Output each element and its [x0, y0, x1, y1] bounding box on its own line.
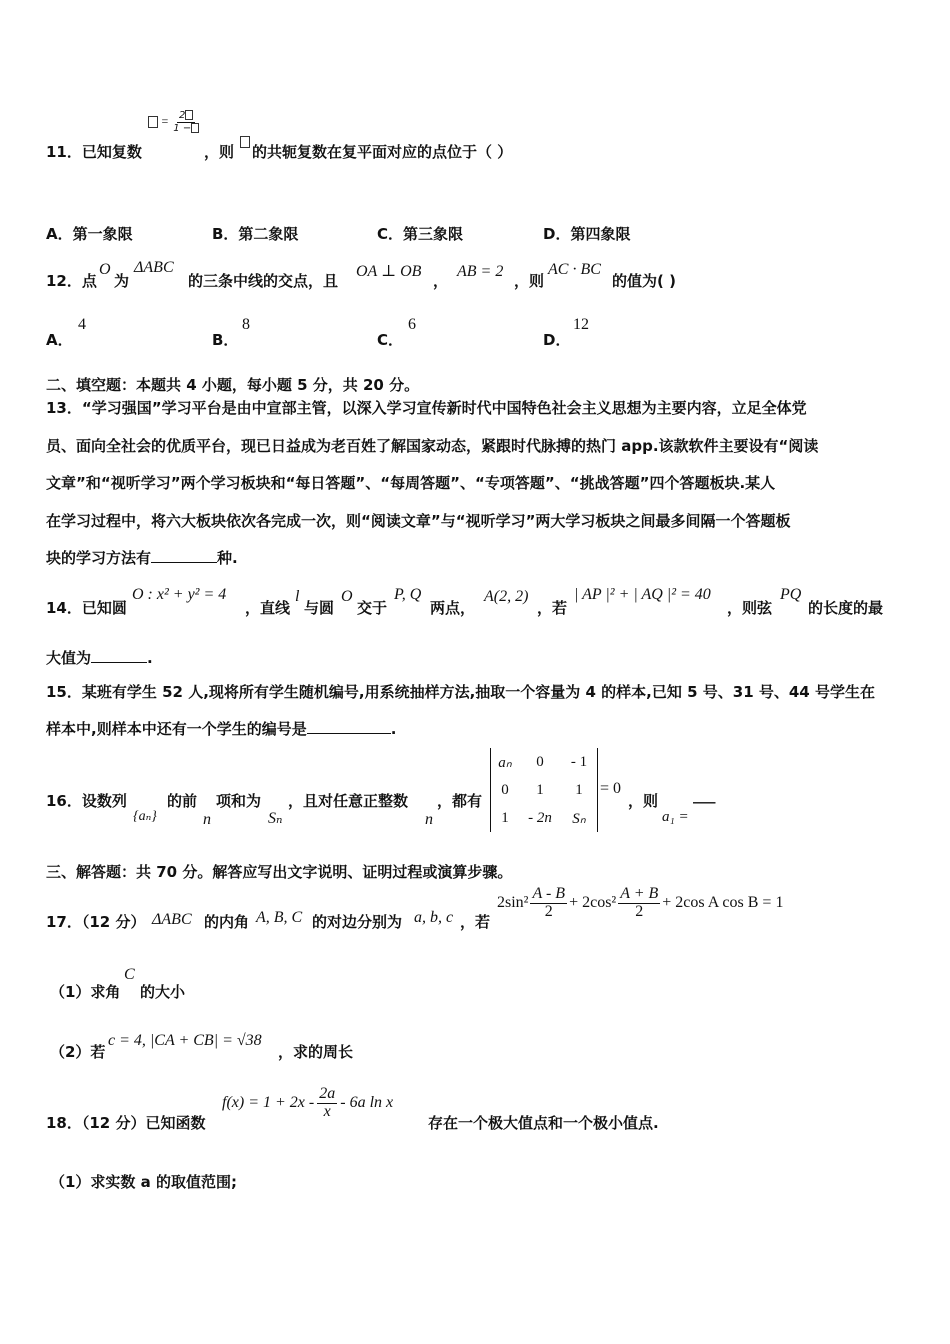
q12-option-d-label: D． [543, 331, 571, 349]
q17-t1: 的内角 [204, 913, 250, 931]
q17-t2: 的对边分别为 [312, 913, 403, 931]
det-cell: Sₙ [572, 810, 586, 827]
q15-line2-pre: 样本中,则样本中还有一个学生的编号是 [46, 720, 307, 738]
q11-frac [171, 110, 201, 134]
q18-frac-num: 2a [319, 1085, 336, 1102]
q16-t2: 项和为 [216, 792, 262, 810]
q17-frac1-num: A - B [532, 885, 566, 902]
q11-option-b: B．第二象限 [212, 225, 299, 243]
q16-t4: ，都有 [437, 792, 483, 810]
q14-var-l: l [295, 588, 300, 605]
q12-t4: 的值为( ) [612, 272, 676, 290]
q14-pq: P, Q [394, 586, 422, 603]
q16-eq: = 0 [600, 780, 622, 797]
q14-chord: PQ [780, 586, 802, 603]
q16-var-n2: n [425, 811, 433, 828]
q14-var-o: O [341, 588, 353, 605]
q14-t7: 的长度的最 [808, 599, 884, 617]
q14-t4: 两点， [430, 599, 476, 617]
q14-circle: O : x² + y² = 4 [132, 586, 227, 603]
q11-mid-text: ，则 [204, 143, 235, 161]
q18-function [222, 1086, 393, 1121]
q13-line-5 [46, 540, 906, 578]
q12-option-a-value: 4 [78, 316, 86, 333]
q18-number: 18．（12 分）已知函数 [46, 1114, 206, 1132]
q14-cond: | AP |² + | AQ |² = 40 [574, 586, 711, 603]
q16-var-n: n [203, 811, 211, 828]
q15-line1: 15．某班有学生 52 人,现将所有学生随机编号,用系统抽样方法,抽取一个容量为 4 的样本,已知 5 号、31 号、44 号学生在 [46, 683, 875, 701]
q12-option-b-label: B． [212, 331, 239, 349]
det-cell: aₙ [498, 754, 512, 771]
det-cell: 0 [501, 781, 509, 798]
det-row [491, 776, 597, 804]
q17-eq-lead: 2sin² [497, 894, 529, 912]
q14-line2-post: . [147, 649, 153, 667]
q14-t5: ，若 [537, 599, 568, 617]
q18-part1: （1）求实数 a 的取值范围; [50, 1173, 238, 1191]
q13-line-4: 在学习过程中，将六大板块依次各完成一次，则“阅读文章”与“视听学习”两大学习板块之间最多间隔一个答题板 [46, 511, 791, 530]
q12-number: 12．点 [46, 272, 97, 290]
det-row [491, 804, 597, 832]
q11-option-c: C．第三象限 [377, 225, 464, 243]
q16-t1: 的前 [167, 792, 198, 810]
q14-point-a: A(2, 2) [484, 588, 529, 605]
q16-a1: a₁ = [662, 809, 689, 825]
q17-eq-mid: + 2cos² [569, 894, 617, 912]
z-placeholder-icon [148, 116, 158, 128]
det-cell: 1 [575, 781, 583, 798]
q16-t3: ，且对任意正整数 [288, 792, 409, 810]
q16-number: 16．设数列 [46, 792, 127, 810]
q17-part2-pre: （2）若 [50, 1043, 106, 1061]
q17-part1-pre: （1）求角 [50, 983, 121, 1001]
det-row [491, 748, 597, 776]
q17-frac2 [618, 886, 660, 921]
det-cell: 0 [536, 753, 544, 770]
q14-line2 [46, 647, 153, 668]
q13-last-post: 种. [217, 549, 238, 567]
q13-line-2: 员、面向全社会的优质平台，现已日益成为老百姓了解国家动态，紧跟时代脉搏的热门 app.该款软件主要设有“阅读 [46, 436, 819, 455]
q11-number: 11．已知复数 [46, 143, 142, 161]
det-cell: - 1 [570, 753, 588, 770]
q14-t3: 交于 [357, 599, 388, 617]
q18-fx-tail: - 6a ln x [340, 1094, 394, 1112]
section2-heading: 二、填空题：本题共 4 小题，每小题 5 分，共 20 分。 [46, 376, 420, 394]
q16-seq: {aₙ} [133, 809, 157, 824]
q18-fx-lead: f(x) = 1 + 2x - [222, 1094, 315, 1112]
q17-frac1-den: 2 [544, 902, 553, 920]
q12-triangle: ΔABC [134, 259, 174, 276]
q17-t3: ，若 [460, 913, 491, 931]
q13-last-pre: 块的学习方法有 [46, 549, 152, 567]
q17-angles: A, B, C [256, 909, 303, 926]
q16-answer-blank[interactable]: ___ [693, 786, 716, 804]
q11-frac-den: 1 − [173, 122, 192, 134]
q11-frac-num: 2 [179, 110, 186, 121]
q12-comma1: ， [433, 272, 449, 290]
q17-sides: a, b, c [414, 909, 454, 926]
q17-frac2-num: A + B [620, 885, 659, 902]
q16-t5: ，则 [628, 792, 659, 810]
q13-paragraph [46, 390, 906, 578]
q15-line2-post: . [390, 720, 397, 738]
i-placeholder-icon [191, 123, 199, 133]
q14-t2: 与圆 [304, 599, 335, 617]
z-placeholder-icon [240, 131, 250, 150]
q12-t2: 的三条中线的交点，且 [188, 272, 339, 290]
q12-option-d-value: 12 [573, 316, 589, 333]
q17-part2-cond: c = 4, |CA + CB| = √38 [108, 1032, 262, 1049]
q12-option-b-value: 8 [242, 316, 250, 333]
q14-answer-blank[interactable] [91, 648, 147, 663]
q18-frac [317, 1086, 337, 1121]
q12-cond1: OA ⊥ OB [356, 263, 422, 280]
q12-option-c-label: C． [377, 331, 404, 349]
q11-option-d: D．第四象限 [543, 225, 631, 243]
q14-number: 14．已知圆 [46, 599, 127, 617]
q13-line-3: 文章”和“视听学习”两个学习板块和“每日答题”、“每周答题”、“专项答题”、“挑战答题”四个答题板块.某人 [46, 474, 776, 492]
q12-t3: ，则 [514, 272, 545, 290]
q17-triangle: ΔABC [152, 911, 192, 928]
i-placeholder-icon [185, 110, 193, 120]
q17-part1-var: C [124, 966, 135, 983]
q16-sn: Sₙ [268, 810, 283, 827]
q12-t1: 为 [114, 272, 130, 290]
q17-frac1 [530, 886, 567, 921]
q14-t6: ，则弦 [727, 599, 773, 617]
q16-determinant [490, 748, 598, 832]
section3-heading: 三、解答题：共 70 分。解答应写出文字说明、证明过程或演算步骤。 [46, 863, 513, 881]
q13-line-1: 13．“学习强国”学习平台是由中宣部主管，以深入学习宣传新时代中国特色社会主义思想为主要内容，立足全体党 [46, 399, 807, 417]
q11-fraction: = $\frac{2}{1 -}$ [148, 110, 201, 134]
q12-option-c-value: 6 [408, 316, 416, 333]
q17-part1-post: 的大小 [140, 983, 186, 1001]
q18-t1: 存在一个极大值点和一个极小值点. [428, 1114, 659, 1132]
det-cell: - 2n [528, 809, 552, 826]
q17-frac2-den: 2 [635, 902, 644, 920]
q12-var-o: O [99, 261, 111, 278]
q17-eq-tail: + 2cos A cos B = 1 [662, 894, 784, 912]
q11-option-a: A．第一象限 [46, 225, 133, 243]
q14-t1: ，直线 [245, 599, 291, 617]
det-cell: 1 [536, 781, 544, 798]
q15-answer-blank[interactable] [307, 719, 391, 734]
q15-line2 [46, 718, 396, 739]
q14-line2-pre: 大值为 [46, 649, 92, 667]
q17-number: 17．（12 分） [46, 913, 146, 931]
q13-answer-blank[interactable] [151, 548, 217, 563]
det-cell: 1 [501, 809, 509, 826]
q18-frac-den: x [323, 1102, 331, 1120]
q12-cond2: AB = 2 [457, 263, 504, 280]
q12-expr: AC · BC [548, 261, 601, 278]
q11-tail-text: 的共轭复数在复平面对应的点位于（ ） [252, 143, 513, 161]
q12-option-a-label: A． [46, 331, 73, 349]
q17-part2-post: ，求的周长 [278, 1043, 354, 1061]
q17-equation [497, 886, 783, 921]
